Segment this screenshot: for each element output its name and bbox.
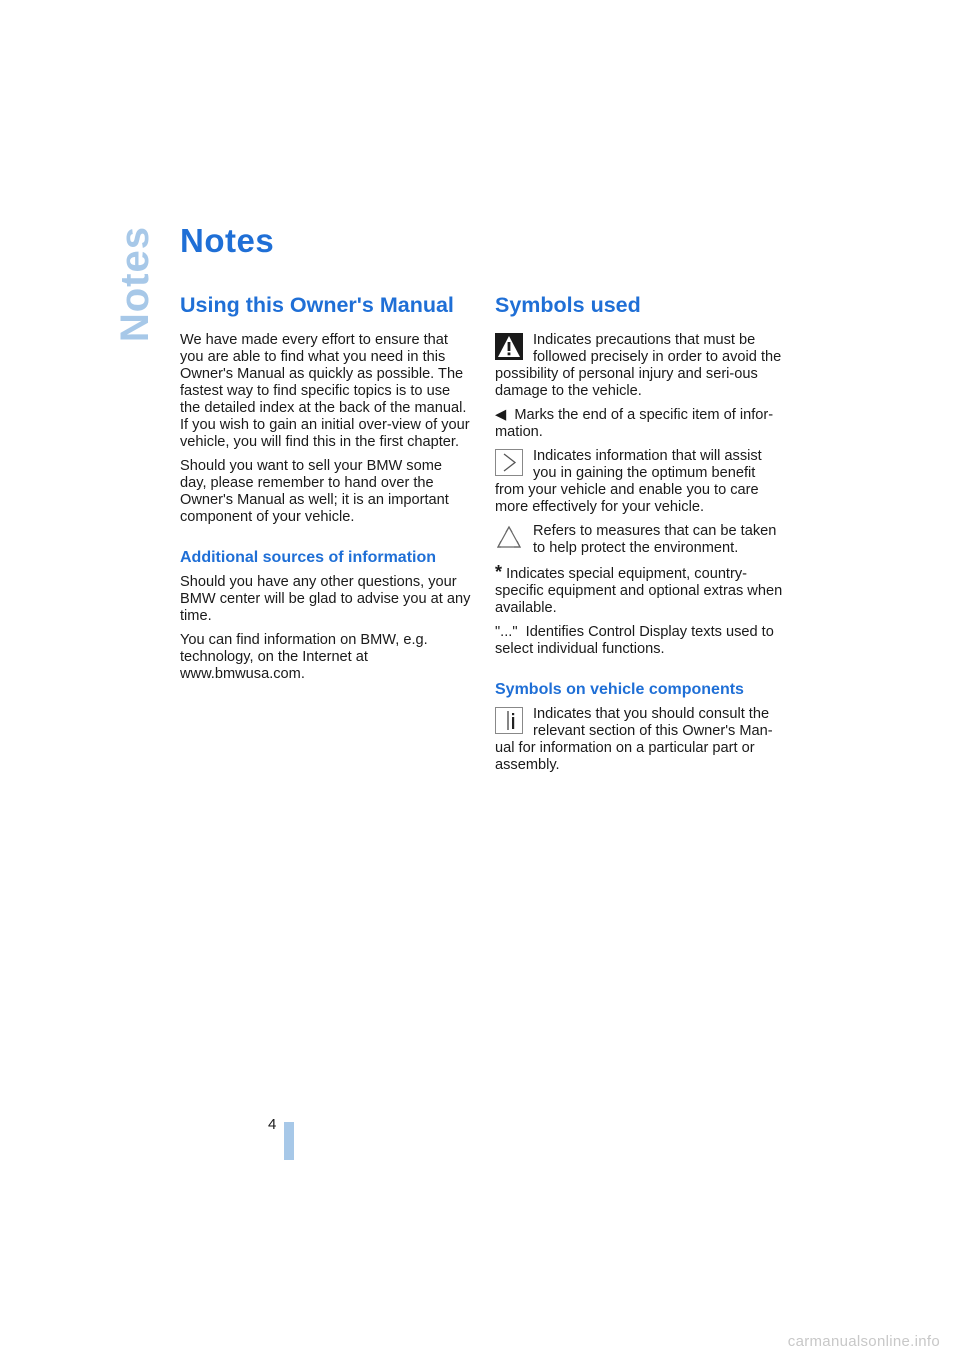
special-equipment-description: Indicates special equipment, country-specific equipment and optional extras when available. [495,566,783,616]
right-column [495,292,787,781]
end-mark-line [495,407,787,441]
section-heading-owners-manual: Using this Owner's Manual [180,293,454,317]
recycle-icon [495,524,523,551]
side-chapter-title: Notes [113,226,157,343]
paragraph: Should you want to sell your BMW some day, please remember to hand over the Owner's Manual as well; it is an important component of your vehicle. [180,458,449,525]
watermark: carmanualsonline.info [787,1333,940,1350]
asterisk-mark: * [495,562,503,582]
manual-book-icon [495,707,523,734]
symbol-manual [495,706,787,774]
subheading-vehicle-components: Symbols on vehicle components [495,681,744,698]
symbol-warning [495,332,787,400]
page-number: 4 [268,1116,277,1133]
paragraph: You can find information on BMW, e.g. technology, on the Internet at www.bmwusa.com. [180,632,428,682]
special-equipment-line [495,564,787,617]
quote-mark: "..." [495,624,518,640]
control-display-line [495,624,787,658]
environment-description: Refers to measures that can be taken to help protect the environment. [533,523,777,556]
warning-triangle-icon [495,333,523,360]
subheading-additional-sources: Additional sources of information [180,549,437,566]
info-description: Indicates information that will assist you in gaining the optimum benefit from your vehicle and enable you to care more effectively for your vehicle. [495,448,762,515]
section-heading-symbols-used: Symbols used [495,293,641,317]
symbol-info [495,448,787,516]
play-arrow-icon [495,449,523,476]
left-column [180,292,472,690]
page-title: Notes [180,222,275,259]
manual-description: Indicates that you should consult the relevant section of this Owner's Man-ual for information on a particular part or assembly. [495,706,773,773]
end-mark-icon: ◀ [495,407,507,423]
page-marker-bar [284,1122,294,1160]
symbol-environment [495,523,787,557]
end-mark-description: Marks the end of a specific item of infor-mation. [495,407,774,440]
paragraph: Should you have any other questions, your BMW center will be glad to advise you at any time. [180,574,471,624]
paragraph: We have made every effort to ensure that you are able to find what you need in this Owner's Manual as quickly as possible. The fastest way to find specific topics is to use the detailed index at the back of the manual. If you wish to gain an initial over-view of your vehicle, you will find this in the first chapter. [180,332,470,450]
control-display-description: Identifies Control Display texts used to select individual functions. [495,624,774,657]
warning-description: Indicates precautions that must be followed precisely in order to avoid the possibility of personal injury and seri-ous damage to the vehicle. [495,332,782,399]
